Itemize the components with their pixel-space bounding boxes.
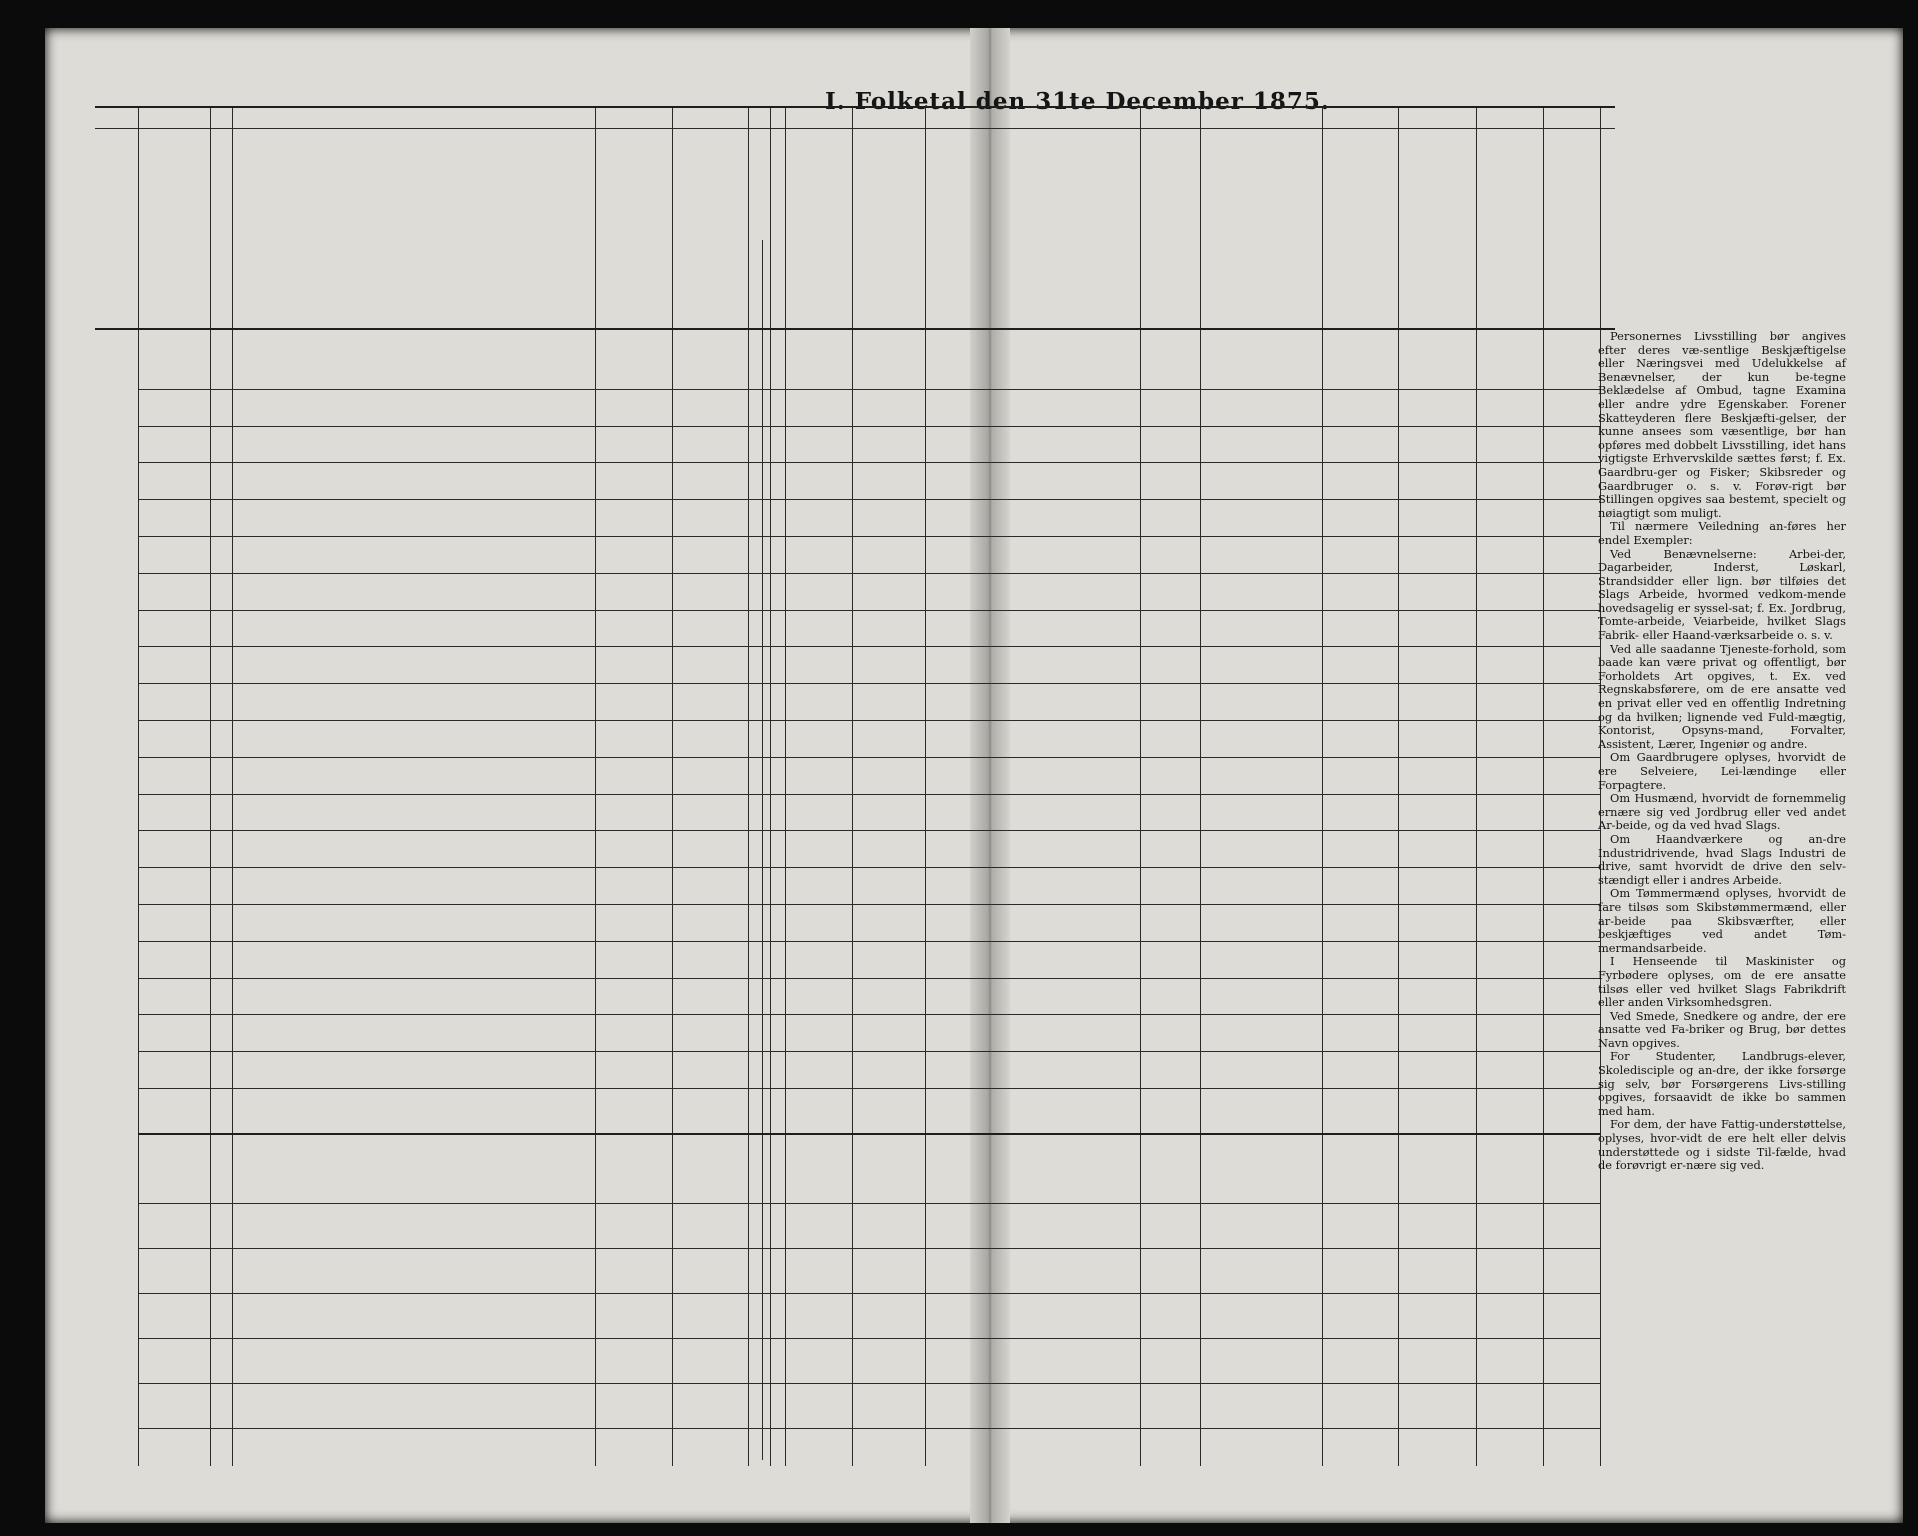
page-title: I. Folketal den 31te December 1875. [825, 88, 1330, 115]
instruction-paragraph: Om Tømmermænd oplyses, hvorvidt de fare tilsøs som Skibstømmermænd, eller ar-beide paa Skibsværfter, eller beskjæftiges ved andet Tøm-mermandsarbeide. [1598, 886, 1846, 955]
column-rule [925, 106, 926, 1466]
row-rule [138, 646, 1600, 647]
column-rule [1200, 106, 1201, 1466]
header-top-rule [95, 106, 1615, 108]
row-rule [138, 978, 1600, 979]
header-number-rule [95, 128, 1615, 129]
absent-row-rule [138, 1383, 1600, 1384]
row-rule [138, 426, 1600, 427]
column-rule [1322, 106, 1323, 1466]
row-rule [138, 830, 1600, 831]
instruction-paragraph: I Henseende til Maskinister og Fyrbødere oplyses, om de ere ansatte tilsøs eller ved hvilket Slags Fabrikdrift eller anden Virksomhedsgren. [1598, 954, 1846, 1010]
absent-row-rule [138, 1203, 1600, 1204]
row-rule [138, 867, 1600, 868]
instruction-paragraph: Om Gaardbrugere oplyses, hvorvidt de ere Selveiere, Lei-lændinge eller Forpagtere. [1598, 750, 1846, 792]
column-rule [210, 106, 211, 1466]
column-rule [232, 106, 233, 1466]
column-rule [1543, 106, 1544, 1466]
rubrik-9-instructions [1598, 330, 1846, 1173]
row-rule [138, 573, 1600, 574]
row-rule [138, 1088, 1600, 1089]
absent-row-rule [138, 1248, 1600, 1249]
instruction-paragraph: Ved Benævnelserne: Arbei-der, Dagarbeider, Inderst, Løskarl, Strandsidder eller lign. bør tilføies det Slags Arbeide, hvormed vedkom-mende hovedsagelig er syssel-sat; f. Ex. Jordbrug, Tomte-arbeide, Veiarbeide, hvilket Slags Fabrik- eller Haand-værksarbeide o. s. v. [1598, 546, 1846, 643]
column-rule-kjon [762, 240, 763, 1460]
column-rule [770, 106, 771, 1466]
column-rule [1398, 106, 1399, 1466]
instruction-paragraph: For Studenter, Landbrugs-elever, Skoledisciple og an-dre, der ikke forsørge sig selv, bør Forsørgerens Livs-stilling opgives, forsaavidt de ikke bo sammen med ham. [1598, 1049, 1846, 1118]
row-rule [138, 941, 1600, 942]
row-rule [138, 794, 1600, 795]
absent-row-rule [138, 1428, 1600, 1429]
instruction-paragraph: Til nærmere Veiledning an-føres her endel Exempler: [1598, 519, 1846, 547]
column-rule [1476, 106, 1477, 1466]
row-rule [138, 720, 1600, 721]
instruction-paragraph: Om Haandværkere og an-dre Industridrivende, hvad Slags Industri de drive, samt hvorvidt de drive den selv-stændigt eller i andres Arbeide. [1598, 831, 1846, 887]
column-rule [595, 106, 596, 1466]
row-rule [138, 610, 1600, 611]
row-rule [138, 1014, 1600, 1015]
row-rule [138, 389, 1600, 390]
page-fold [970, 28, 1010, 1523]
column-rule [1140, 106, 1141, 1466]
instruction-paragraph: Ved Smede, Snedkere og andre, der ere ansatte ved Fa-briker og Brug, bør dettes Navn opgives. [1598, 1008, 1846, 1050]
instruction-paragraph: Om Husmænd, hvorvidt de fornemmelig ernære sig ved Jordbrug eller ved andet Ar-beide, og da ved hvad Slags. [1598, 791, 1846, 833]
row-rule [138, 757, 1600, 758]
header-bottom-rule [95, 328, 1615, 330]
column-rule [852, 106, 853, 1466]
instruction-paragraph: For dem, der have Fattig-understøttelse, oplyses, hvor-vidt de ere helt eller delvis understøttede og i sidste Til-fælde, hvad de forøvrigt er-nære sig ved. [1598, 1117, 1846, 1173]
row-rule [138, 683, 1600, 684]
instruction-paragraph: Ved alle saadanne Tjeneste-forhold, som baade kan være privat og offentligt, bør Forholdets Art opgives, t. Ex. ved Regnskabsførere, om de ere ansatte ved en privat eller ved en offentlig Indretning og da hvilken; lignende ved Fuld-mægtig, Kontorist, Opsyns-mand, Forvalter, Assistent, Lærer, Ingeniør og andre. [1598, 641, 1846, 751]
column-rule [785, 106, 786, 1466]
absent-section-rule [138, 1133, 1600, 1135]
row-rule [138, 1051, 1600, 1052]
row-rule [138, 499, 1600, 500]
row-rule [138, 462, 1600, 463]
row-rule [138, 536, 1600, 537]
column-rule [672, 106, 673, 1466]
row-rule [138, 904, 1600, 905]
absent-row-rule [138, 1293, 1600, 1294]
absent-row-rule [138, 1338, 1600, 1339]
column-rule [138, 106, 139, 1466]
instruction-paragraph: Personernes Livsstilling bør angives efter deres væ-sentlige Beskjæftigelse eller Næringsvei med Udelukkelse af Benævnelser, der kun be-tegne Beklædelse af Ombud, tagne Examina eller andre ydre Egenskaber. Forener Skatteyderen flere Beskjæfti-gelser, der kunne ansees som væsentlige, bør han opføres med dobbelt Livsstilling, idet hans vigtigste Erhvervskilde sættes først; f. Ex. Gaardbru-ger og Fisker; Skibsreder og Gaardbruger o. s. v. Forøv-rigt bør Stillingen opgives saa bestemt, specielt og nøiagtigt som muligt. [1598, 329, 1846, 520]
column-rule [748, 106, 749, 1466]
